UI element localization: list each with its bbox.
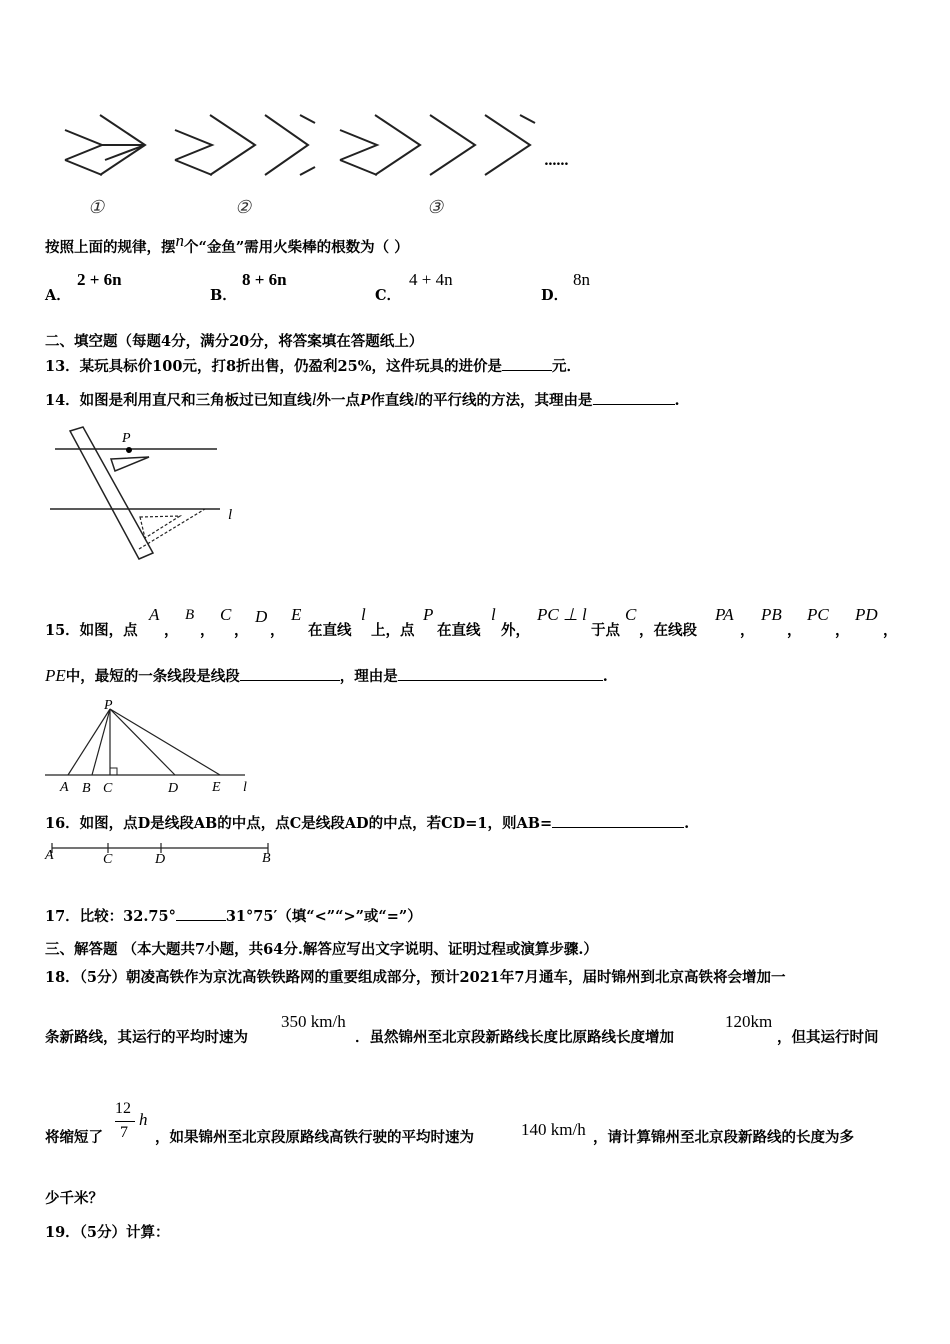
fish-figure-3 bbox=[340, 115, 535, 175]
q14-blank bbox=[593, 392, 675, 405]
option-a-expr: 2 + 6n bbox=[77, 270, 122, 289]
q16-segment-figure bbox=[40, 838, 280, 870]
q16: 16．如图，点D是线段AB的中点，点C是线段AD的中点，若CD=1，则AB= . bbox=[45, 815, 690, 832]
fish-figure-2 bbox=[175, 115, 315, 175]
q15-fig-a: A bbox=[60, 780, 69, 795]
q16-fig-b: B bbox=[262, 851, 271, 866]
q12-options bbox=[45, 270, 905, 302]
q16-fig-c: C bbox=[103, 852, 113, 867]
q18-line3: 将缩短了 12 7 h ，如果锦州至北京段原路线高铁行驶的平均时速为 140 km/h ，请计算锦州至北京段新路线的长度为多 bbox=[45, 1100, 854, 1146]
q15-line1: 15．如图，点 A ， B ， C ， D ， E 在直线 l 上，点 P 在直线 l 外， PC ⊥ l 于点 C ，在线段 PA ， PB ， PC ， PD ， bbox=[45, 605, 898, 639]
q15-fig-l: l bbox=[243, 780, 247, 795]
q14-ruler-figure bbox=[45, 425, 255, 565]
q14: 14．如图是利用直尺和三角板过已知直线l外一点P作直线l的平行线的方法，其理由是 . bbox=[45, 390, 680, 409]
fraction-bar bbox=[115, 1121, 135, 1122]
option-d-expr: 8n bbox=[573, 270, 590, 289]
ellipsis: ...... bbox=[545, 152, 569, 169]
q18-line2: 条新路线，其运行的平均时速为 350 km/h ．虽然锦州至北京段新路线长度比原路线长度增加 120km ，但其运行时间 bbox=[45, 1012, 879, 1046]
q15-fig-d: D bbox=[168, 781, 179, 796]
figure-label-2: ② bbox=[235, 197, 252, 217]
figure-label-1: ① bbox=[88, 197, 105, 217]
q18-line4: 少千米？ bbox=[45, 1190, 103, 1207]
q15-fig-e: E bbox=[212, 780, 221, 795]
q13-blank bbox=[502, 358, 552, 371]
q15-fig-p: P bbox=[104, 698, 113, 713]
frac-denominator: 7 bbox=[120, 1124, 128, 1141]
frac-numerator: 12 bbox=[115, 1100, 131, 1117]
q17: 17．比较：32.75° 31°75′（填“<”“>”或“=”） bbox=[45, 908, 422, 925]
option-a-letter: A． bbox=[45, 287, 71, 304]
fish-pattern-figure bbox=[50, 105, 610, 225]
option-c-expr: 4 + 4n bbox=[409, 270, 453, 289]
section-3-title: 三、解答题 （本大题共7小题，共64分.解答应写出文字说明、证明过程或演算步骤.） bbox=[45, 941, 598, 958]
q16-fig-d: D bbox=[155, 852, 166, 867]
q15-line2: PE中，最短的一条线段是线段 ，理由是 . bbox=[45, 666, 608, 685]
q14-fig-l: l bbox=[228, 507, 233, 523]
option-b-letter: B． bbox=[210, 287, 237, 304]
option-b-expr: 8 + 6n bbox=[242, 270, 287, 289]
q14-fig-p: P bbox=[122, 431, 131, 446]
q19: 19．（5分）计算： bbox=[45, 1224, 170, 1241]
q13: 13．某玩具标价100元，打8折出售，仍盈利25%，这件玩具的进价是 元． bbox=[45, 358, 581, 375]
q16-fig-a: A bbox=[45, 848, 54, 863]
option-c-letter: C． bbox=[375, 287, 402, 304]
figure-label-3: ③ bbox=[427, 197, 444, 217]
fish-figure-1 bbox=[65, 115, 145, 175]
q15-fig-b: B bbox=[82, 781, 91, 796]
q12-stem: 按照上面的规律，摆n个“金鱼”需用火柴棒的根数为（ ） bbox=[45, 231, 409, 256]
option-d-letter: D． bbox=[541, 287, 569, 304]
section-2-title: 二、填空题（每题4分，满分20分，将答案填在答题纸上） bbox=[45, 333, 424, 350]
q15-fig-c: C bbox=[103, 781, 113, 796]
q18-line1: 18．（5分）朝凌高铁作为京沈高铁铁路网的重要组成部分，预计2021年7月通车，届时锦州到北京高铁将会增加一 bbox=[45, 969, 786, 986]
q15-figure bbox=[40, 695, 270, 800]
